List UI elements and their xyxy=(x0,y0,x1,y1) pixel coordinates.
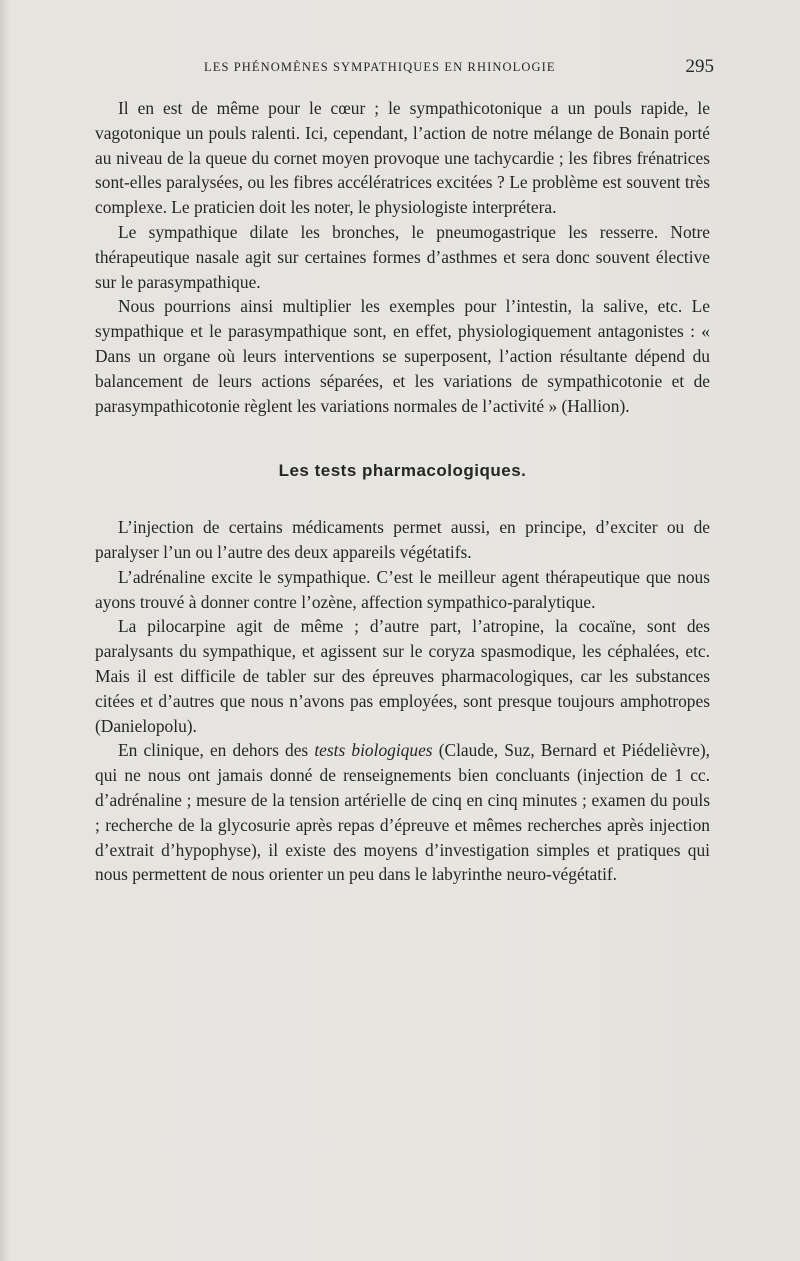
paragraph: Il en est de même pour le cœur ; le sympathicotonique a un pouls rapide, le vagotonique un pouls ralenti. Ici, cependant, l’action de notre mélange de Bonain porté au niveau de la queue du cornet moyen provoque une tachycardie ; les fibres frénatrices sont-elles paralysées, ou les fibres accélératrices excitées ? Le problème est souvent très complexe. Le praticien doit les noter, le physiologiste interprétera. xyxy=(95,98,710,218)
italic-term: tests biologiques xyxy=(314,740,433,761)
paragraph-text-start: En clinique, en dehors des xyxy=(118,740,315,761)
paragraph: L’adrénaline excite le sympathique. C’est le meilleur agent thérapeutique que nous ayons trouvé à donner contre l’ozène, affection sympathico-paralytique. xyxy=(95,566,710,612)
paragraph xyxy=(95,738,710,887)
body-text xyxy=(95,96,710,887)
paragraph: L’injection de certains médicaments permet aussi, en principe, d’exciter ou de paralyser l’un ou l’autre des deux appareils végétatifs. xyxy=(95,517,710,562)
running-title: LES PHÉNOMÈNES SYMPATHIQUES EN RHINOLOGIE xyxy=(204,60,556,74)
paragraph-text-end: (Claude, Suz, Bernard et Piédelièvre), qui ne nous ont jamais donné de renseignements bien concluants (injection de 1 cc. d’adrénaline ; mesure de la tension artérielle de cinq en cinq minutes ; examen du pouls ; recherche de la glycosurie après repas d’épreuve et mêmes recherches après injection d’extrait d’hypophyse), il existe des moyens d’investigation simples et pratiques qui nous permettent de nous orienter un peu dans le labyrinthe neuro-végétatif. xyxy=(95,740,711,885)
section-title: Les tests pharmacologiques. xyxy=(278,461,527,481)
paragraph: La pilocarpine agit de même ; d’autre part, l’atropine, la cocaïne, sont des paralysants du sympathique, et agissent sur le coryza spasmodique, les céphalées, etc. Mais il est difficile de tabler sur des épreuves pharmacologiques, car les substances citées et d’autres que nous n’avons pas employées, sont presque toujours amphotropes (Danielopolu). xyxy=(95,616,710,736)
page-header xyxy=(204,56,714,78)
page-number: 295 xyxy=(685,56,714,77)
paragraph: Nous pourrions ainsi multiplier les exemples pour l’intestin, la salive, etc. Le sympathique et le parasympathique sont, en effet, physiologiquement antagonistes : « Dans un organe où leurs interventions se superposent, l’action résultante dépend du balancement de leurs actions séparées, et les variations de sympathicotonie et de parasympathicotonie règlent les variations normales de l’activité » (Hallion). xyxy=(95,296,710,416)
paragraph: Le sympathique dilate les bronches, le pneumogastrique les resserre. Notre thérapeutique nasale agit sur certaines formes d’asthmes et sera donc souvent élective sur le parasympathique. xyxy=(95,221,710,292)
